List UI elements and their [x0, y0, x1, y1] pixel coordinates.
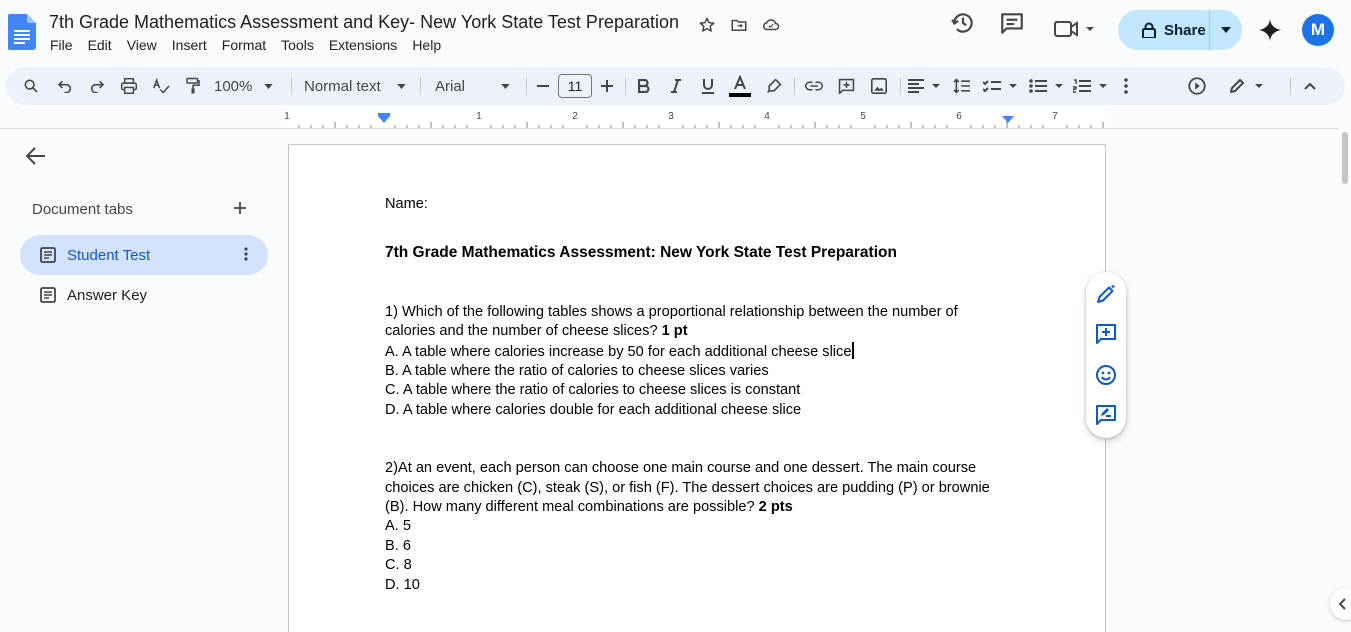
insert-link-icon[interactable] [803, 67, 825, 105]
hide-menus-icon[interactable] [1300, 67, 1320, 105]
ruler-label: 7 [1052, 111, 1058, 122]
account-avatar[interactable]: M [1302, 14, 1334, 46]
q2-option-d: D. 10 [385, 576, 420, 593]
redo-icon[interactable] [86, 67, 108, 105]
q2-option-c: C. 8 [385, 557, 412, 574]
undo-icon[interactable] [54, 67, 76, 105]
more-options-icon[interactable] [1118, 67, 1134, 105]
menu-tools[interactable]: Tools [281, 37, 314, 53]
cloud-status-icon[interactable] [760, 14, 782, 36]
ruler-label: 1 [476, 111, 482, 122]
line-spacing-icon[interactable] [951, 67, 973, 105]
q2-option-b: B. 6 [385, 537, 411, 554]
star-icon[interactable] [696, 14, 718, 36]
q1-option-a-text: A. A table where calories increase by 50 for each additional cheese slice [385, 343, 852, 360]
spellcheck-icon[interactable] [150, 67, 172, 105]
floating-action-bar [1086, 272, 1126, 438]
app-header [0, 0, 1351, 64]
smart-chips-icon[interactable] [1186, 67, 1208, 105]
document-icon [40, 287, 56, 303]
tab-more-options-icon[interactable] [244, 247, 248, 265]
add-tab-icon[interactable] [232, 200, 248, 221]
ruler-label: 3 [668, 111, 674, 122]
share-label: Share [1164, 21, 1206, 39]
chevron-left-icon [1338, 598, 1346, 610]
font-size-input[interactable]: 11 [558, 74, 592, 98]
ruler-label: 1 [284, 111, 290, 122]
move-folder-icon[interactable] [728, 14, 750, 36]
checklist-icon[interactable] [982, 67, 1018, 105]
suggest-edits-icon[interactable] [1094, 403, 1118, 427]
q2-text: (B). How many different meal combinations are possible? [385, 499, 759, 516]
menu-edit[interactable]: Edit [87, 37, 112, 53]
italic-icon[interactable] [666, 67, 686, 105]
menu-file[interactable]: File [50, 37, 73, 53]
q1-option-c: C. A table where the ratio of calories to cheese slices is constant [385, 382, 801, 399]
menu-view[interactable]: View [126, 37, 157, 53]
chevron-down-icon [1221, 27, 1231, 33]
docs-logo-icon[interactable] [8, 14, 36, 50]
q2-points: 2 pts [758, 499, 793, 516]
share-dropdown-button[interactable] [1210, 27, 1242, 33]
paragraph-style-select[interactable] [304, 67, 408, 105]
menu-extensions[interactable]: Extensions [328, 37, 398, 53]
q1-text-line2 [385, 322, 1005, 341]
align-select-icon[interactable] [906, 67, 942, 105]
vertical-scrollbar[interactable] [1338, 130, 1351, 632]
formatting-toolbar [6, 67, 1345, 105]
tab-student-test[interactable] [20, 235, 268, 275]
document-tabs-heading: Document tabs [32, 201, 133, 218]
zoom-select[interactable] [214, 67, 276, 105]
q2-text-line3 [385, 498, 1005, 517]
bulleted-list-icon[interactable] [1028, 67, 1064, 105]
zoom-value: 100% [214, 77, 253, 95]
q1-text-line1: 1) Which of the following tables shows a proportional relationship between the number of [385, 303, 958, 320]
chevron-down-icon [397, 84, 406, 89]
tab-answer-key[interactable] [20, 275, 268, 315]
ruler-label: 4 [764, 111, 770, 122]
q1-text: calories and the number of cheese slices? [385, 323, 662, 340]
document-page[interactable] [288, 144, 1106, 632]
editing-mode-icon[interactable] [1228, 67, 1264, 105]
insert-image-icon[interactable] [868, 67, 890, 105]
ruler-label: 2 [572, 111, 578, 122]
q1-option-a [385, 342, 1005, 362]
scrollbar-thumb[interactable] [1342, 132, 1348, 184]
font-family-value: Arial [435, 77, 466, 95]
paint-format-icon[interactable] [182, 67, 204, 105]
gemini-sparkle-icon[interactable] [1258, 18, 1282, 47]
chevron-down-icon [264, 84, 273, 89]
add-comment-float-icon[interactable] [1094, 322, 1118, 346]
paragraph-style-value: Normal text [304, 77, 381, 95]
help-me-write-icon[interactable] [1094, 282, 1118, 306]
tab-label: Answer Key [67, 286, 148, 304]
document-icon [40, 247, 56, 263]
q2-text-line2: choices are chicken (C), steak (S), or fish (F). The dessert choices are pudding (P) or brownie [385, 479, 990, 496]
increase-font-size-icon[interactable] [598, 67, 616, 105]
text-color-icon[interactable] [728, 67, 752, 105]
q1-option-b: B. A table where the ratio of calories to cheese slices varies [385, 363, 769, 380]
back-arrow-icon[interactable] [26, 147, 46, 170]
print-icon[interactable] [118, 67, 140, 105]
add-comment-icon[interactable] [835, 67, 857, 105]
q1-option-d: D. A table where calories double for each additional cheese slice [385, 401, 802, 418]
version-history-icon[interactable] [950, 10, 976, 41]
tab-label: Student Test [67, 246, 151, 264]
search-menus-icon[interactable] [20, 67, 42, 105]
text-cursor [852, 342, 854, 359]
assessment-heading: 7th Grade Mathematics Assessment: New York State Test Preparation [385, 244, 897, 262]
ruler-label: 6 [956, 111, 962, 122]
document-body[interactable] [385, 195, 1005, 595]
lock-icon [1142, 22, 1156, 38]
document-tabs-sidebar [0, 130, 286, 632]
underline-icon[interactable] [698, 67, 718, 105]
emoji-reaction-icon[interactable] [1094, 363, 1118, 387]
menu-help[interactable]: Help [412, 37, 442, 53]
q2-text-line1: 2)At an event, each person can choose one main course and one dessert. The main course [385, 460, 977, 477]
chevron-down-icon [501, 84, 510, 89]
menu-insert[interactable]: Insert [171, 37, 207, 53]
decrease-font-size-icon[interactable] [534, 67, 552, 105]
comments-icon[interactable] [999, 10, 1025, 41]
horizontal-ruler[interactable] [0, 109, 1338, 129]
font-family-select[interactable] [435, 67, 515, 105]
name-line: Name: [385, 196, 428, 212]
highlight-color-icon[interactable] [763, 67, 785, 105]
q2-option-a: A. 5 [385, 518, 411, 535]
ruler-label: 5 [860, 111, 866, 122]
bold-icon[interactable] [634, 67, 654, 105]
meet-icon[interactable] [1054, 18, 1098, 47]
menu-format[interactable]: Format [221, 37, 267, 53]
numbered-list-icon[interactable] [1072, 67, 1108, 105]
menu-bar [50, 37, 456, 53]
q1-points: 1 pt [661, 323, 688, 340]
share-button[interactable] [1118, 10, 1242, 50]
document-title[interactable]: 7th Grade Mathematics Assessment and Key- New York State Test Preparation [49, 12, 679, 32]
